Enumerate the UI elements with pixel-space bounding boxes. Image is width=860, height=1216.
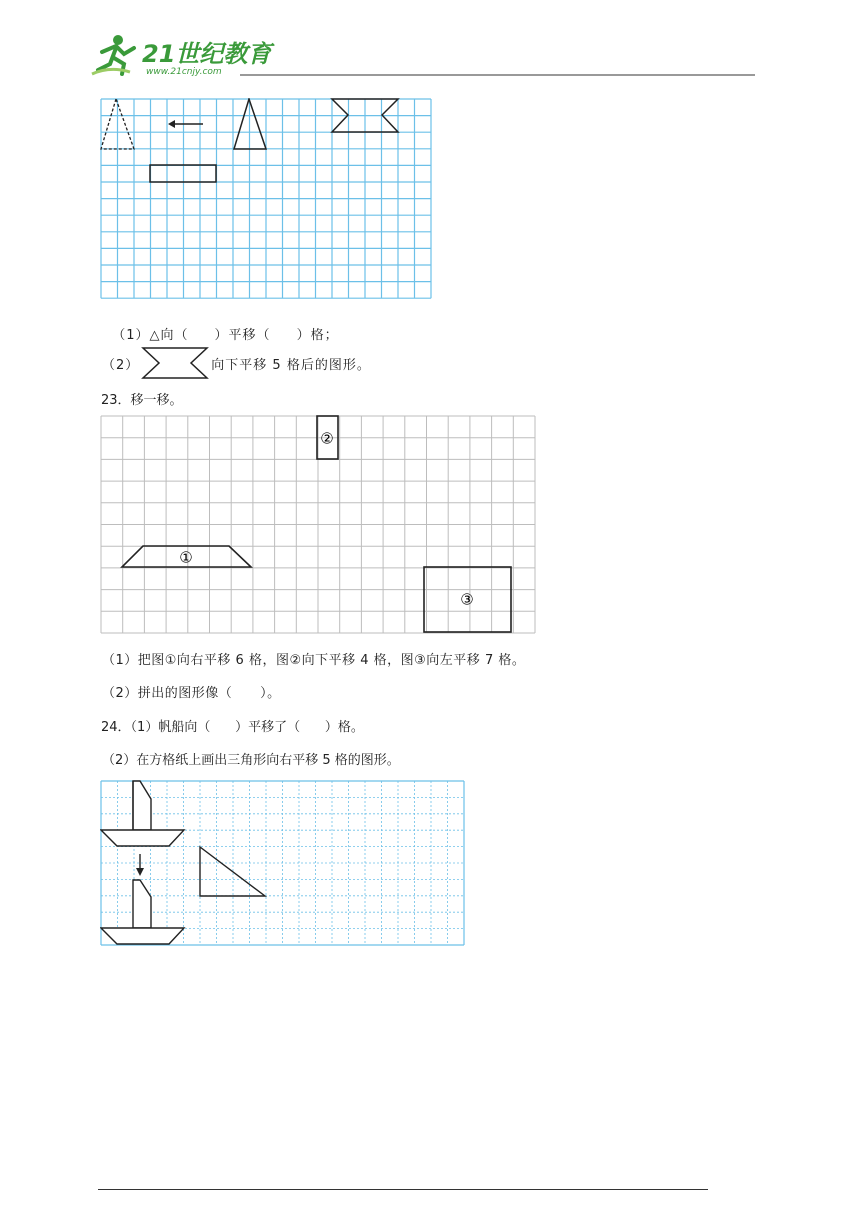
q22-part2-prefix: （2）: [102, 357, 140, 373]
bowtie-inline-icon: [141, 346, 209, 380]
q24-grid: [100, 780, 466, 952]
q24-grid-svg: [100, 780, 466, 948]
q22-grid-svg: [100, 98, 432, 300]
logo: [90, 30, 760, 80]
header: [90, 30, 760, 80]
q22-grid: [100, 98, 432, 304]
down-arrow-icon: [136, 854, 144, 876]
logo-url: www.21cnjy.com: [146, 67, 222, 77]
logo-title: 21世纪教育: [142, 40, 272, 68]
left-arrow-icon: [168, 120, 203, 128]
runner-icon: [92, 35, 134, 74]
q24-part1: 24．（1）帆船向（ ）平移了（ ）格。: [101, 720, 364, 735]
q24-part2: （2）在方格纸上画出三角形向右平移 5 格的图形。: [102, 753, 400, 768]
shape-3-label: ③: [460, 590, 474, 609]
q23-grid: [100, 415, 536, 640]
q23-title: 23．移一移。: [101, 393, 183, 408]
q22-part2: [102, 346, 371, 380]
q23-part1: （1）把图①向右平移 6 格，图②向下平移 4 格，图③向左平移 7 格。: [102, 653, 526, 668]
q22-part1-suffix: ）格；: [296, 328, 339, 343]
shape-1-label: ①: [179, 548, 193, 567]
q22-part1-prefix: （1）△向（: [112, 328, 189, 343]
q23-grid-svg: [100, 415, 536, 636]
q23-part2: （2）拼出的图形像（ ）。: [102, 686, 281, 701]
q22-part1-mid: ）平移（: [214, 328, 271, 343]
right-triangle: [200, 847, 265, 896]
shape-2-label: ②: [320, 429, 334, 448]
footer-line: [98, 1189, 708, 1190]
q22-part2-suffix: 向下平移 5 格后的图形。: [211, 357, 371, 373]
q22-part1: [102, 309, 339, 343]
